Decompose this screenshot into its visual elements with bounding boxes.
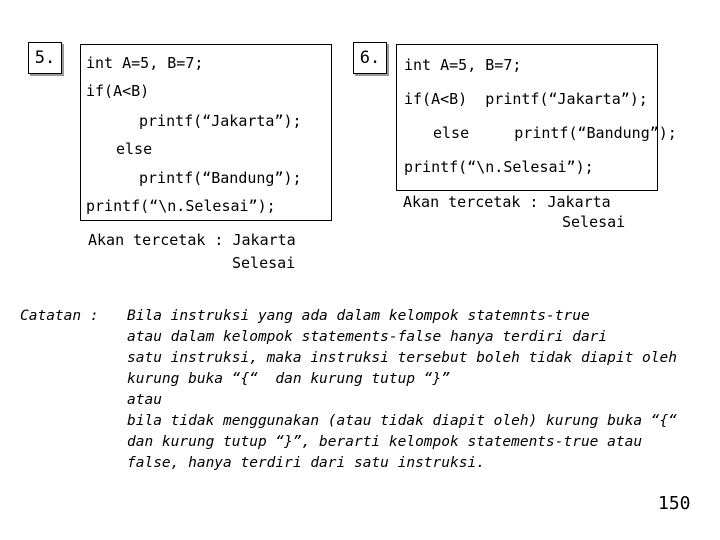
example-5-number-text: 5. bbox=[34, 48, 56, 68]
note-line-4: kurung buka “{“ dan kurung tutup “}” bbox=[127, 371, 451, 387]
example-5-code-line-1: int A=5, B=7; bbox=[86, 54, 204, 72]
example-5-code-line-6: printf(“\n.Selesai”); bbox=[86, 197, 276, 215]
example-5-number bbox=[28, 42, 62, 74]
example-6-code-panel bbox=[396, 44, 677, 191]
example-6-code-line-1: int A=5, B=7; bbox=[404, 56, 522, 74]
example-6-number-text: 6. bbox=[359, 48, 381, 68]
example-5-output-label: Akan tercetak : Jakarta bbox=[88, 231, 296, 249]
example-5-code-line-5: printf(“Bandung”); bbox=[139, 169, 302, 187]
note-line-3: satu instruksi, maka instruksi tersebut boleh tidak diapit oleh bbox=[127, 350, 677, 366]
example-6-number bbox=[353, 42, 387, 74]
note-line-6: bila tidak menggunakan (atau tidak diapit oleh) kurung buka “{“ bbox=[127, 413, 677, 429]
example-6-output-label: Akan tercetak : Jakarta bbox=[403, 193, 611, 211]
example-6-code-line-3: else printf(“Bandung”); bbox=[433, 124, 677, 142]
note-label: Catatan : bbox=[20, 308, 99, 324]
note-line-7: dan kurung tutup “}”, berarti kelompok statements-true atau bbox=[127, 434, 643, 450]
note-line-2: atau dalam kelompok statements-false hanya terdiri dari bbox=[127, 329, 608, 345]
example-6-code-line-2: if(A<B) printf(“Jakarta”); bbox=[404, 90, 648, 108]
example-5-code-line-4: else bbox=[116, 140, 153, 158]
example-5-code-line-3: printf(“Jakarta”); bbox=[139, 112, 302, 130]
example-6-output-line-2: Selesai bbox=[562, 213, 626, 231]
example-5-code-panel bbox=[80, 44, 332, 221]
example-6-code-line-4: printf(“\n.Selesai”); bbox=[404, 158, 594, 176]
example-5-output-line-2: Selesai bbox=[232, 254, 296, 272]
note-line-1: Bila instruksi yang ada dalam kelompok statemnts-true bbox=[127, 308, 590, 324]
page-number: 150 bbox=[658, 493, 691, 514]
note-line-8: false, hanya terdiri dari satu instruksi. bbox=[127, 455, 485, 471]
example-5-code-line-2: if(A<B) bbox=[86, 82, 150, 100]
note-line-5: atau bbox=[127, 392, 162, 408]
